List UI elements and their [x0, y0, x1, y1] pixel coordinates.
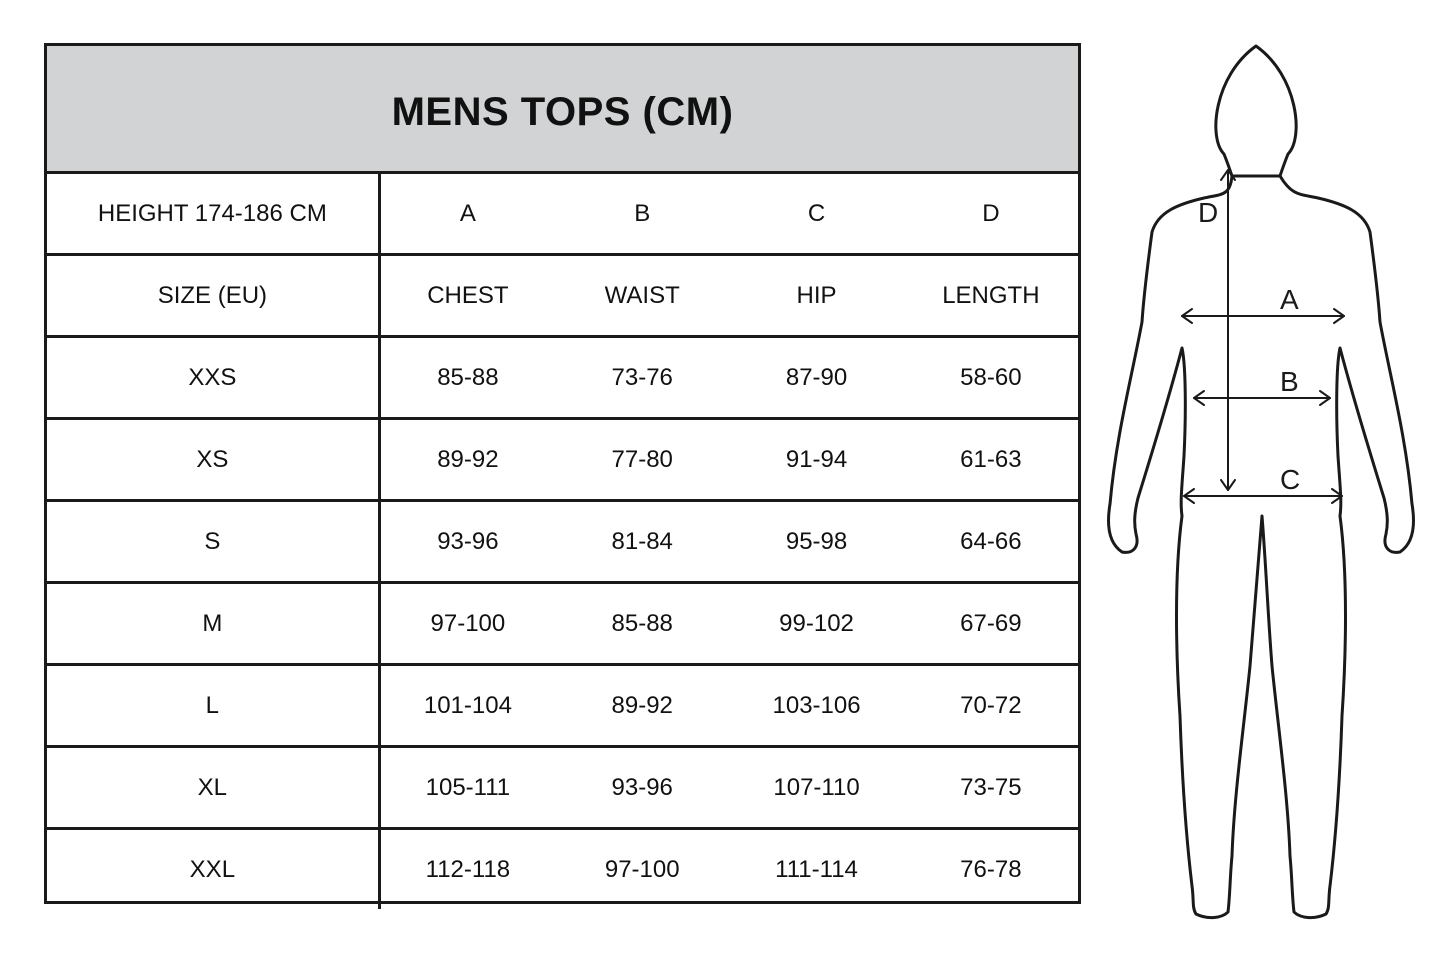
- hip-cell: 91-94: [785, 445, 848, 473]
- size-cell: S: [47, 502, 381, 581]
- waist-cell: 77-80: [611, 445, 673, 473]
- header-row-height: [47, 174, 1078, 256]
- size-cell: XS: [47, 420, 381, 499]
- waist-cell: 73-76: [611, 363, 673, 391]
- hip-cell: 87-90: [785, 363, 848, 391]
- waist-cell: 81-84: [611, 527, 673, 555]
- size-chart-table: [44, 43, 1081, 904]
- measure-arrow-b: [1194, 391, 1330, 405]
- length-cell: 73-75: [960, 773, 1022, 801]
- size-grid: [47, 174, 1078, 909]
- size-cell: XXL: [47, 830, 381, 909]
- length-cell: 61-63: [960, 445, 1022, 473]
- title-bar: [47, 46, 1078, 174]
- figure-body-outline: [1109, 176, 1414, 918]
- figure-label-c: C: [1280, 464, 1301, 495]
- chest-cell: 105-111: [425, 773, 511, 801]
- table-row: [47, 420, 1078, 502]
- header-col-d: D: [982, 199, 1000, 227]
- measure-arrow-d: [1221, 170, 1235, 490]
- table-row: [47, 666, 1078, 748]
- length-cell: 76-78: [960, 855, 1022, 883]
- chest-cell: 101-104: [423, 691, 512, 719]
- table-row: [47, 748, 1078, 830]
- table-row: [47, 830, 1078, 909]
- size-eu-label: SIZE (EU): [47, 256, 381, 335]
- figure-label-b: B: [1280, 366, 1299, 397]
- chest-cell: 89-92: [437, 445, 499, 473]
- height-label: HEIGHT 174-186 CM: [47, 174, 381, 253]
- waist-cell: 85-88: [611, 609, 673, 637]
- header-col-b: B: [634, 199, 651, 227]
- table-row: [47, 502, 1078, 584]
- size-cell: L: [47, 666, 381, 745]
- hip-cell: 103-106: [772, 691, 861, 719]
- length-cell: 58-60: [960, 363, 1022, 391]
- waist-cell: 93-96: [611, 773, 673, 801]
- header-length: LENGTH: [942, 281, 1040, 309]
- figure-label-d: D: [1198, 197, 1219, 228]
- length-cell: 70-72: [960, 691, 1022, 719]
- chest-cell: 93-96: [437, 527, 499, 555]
- header-col-a: A: [459, 199, 476, 227]
- hip-cell: 107-110: [773, 773, 860, 801]
- header-hip: HIP: [796, 281, 837, 309]
- figure-head: [1216, 46, 1296, 176]
- hip-cell: 95-98: [785, 527, 848, 555]
- chest-cell: 97-100: [430, 609, 506, 637]
- size-cell: XL: [47, 748, 381, 827]
- length-cell: 67-69: [960, 609, 1022, 637]
- chart-title: MENS TOPS (CM): [391, 90, 734, 134]
- size-cell: M: [47, 584, 381, 663]
- figure-label-a: A: [1280, 284, 1299, 315]
- header-chest: CHEST: [427, 281, 509, 309]
- hip-cell: 99-102: [779, 609, 854, 637]
- body-measurement-figure: [1096, 36, 1436, 926]
- chest-cell: 112-118: [425, 855, 511, 883]
- measure-arrow-c: [1184, 489, 1342, 503]
- chest-cell: 85-88: [437, 363, 499, 391]
- hip-cell: 111-114: [775, 855, 858, 883]
- table-row: [47, 584, 1078, 666]
- size-cell: XXS: [47, 338, 381, 417]
- waist-cell: 97-100: [604, 855, 680, 883]
- header-row-size: [47, 256, 1078, 338]
- length-cell: 64-66: [960, 527, 1022, 555]
- header-waist: WAIST: [604, 281, 680, 309]
- measure-arrow-a: [1182, 309, 1344, 323]
- waist-cell: 89-92: [611, 691, 673, 719]
- table-row: [47, 338, 1078, 420]
- header-col-c: C: [807, 199, 826, 227]
